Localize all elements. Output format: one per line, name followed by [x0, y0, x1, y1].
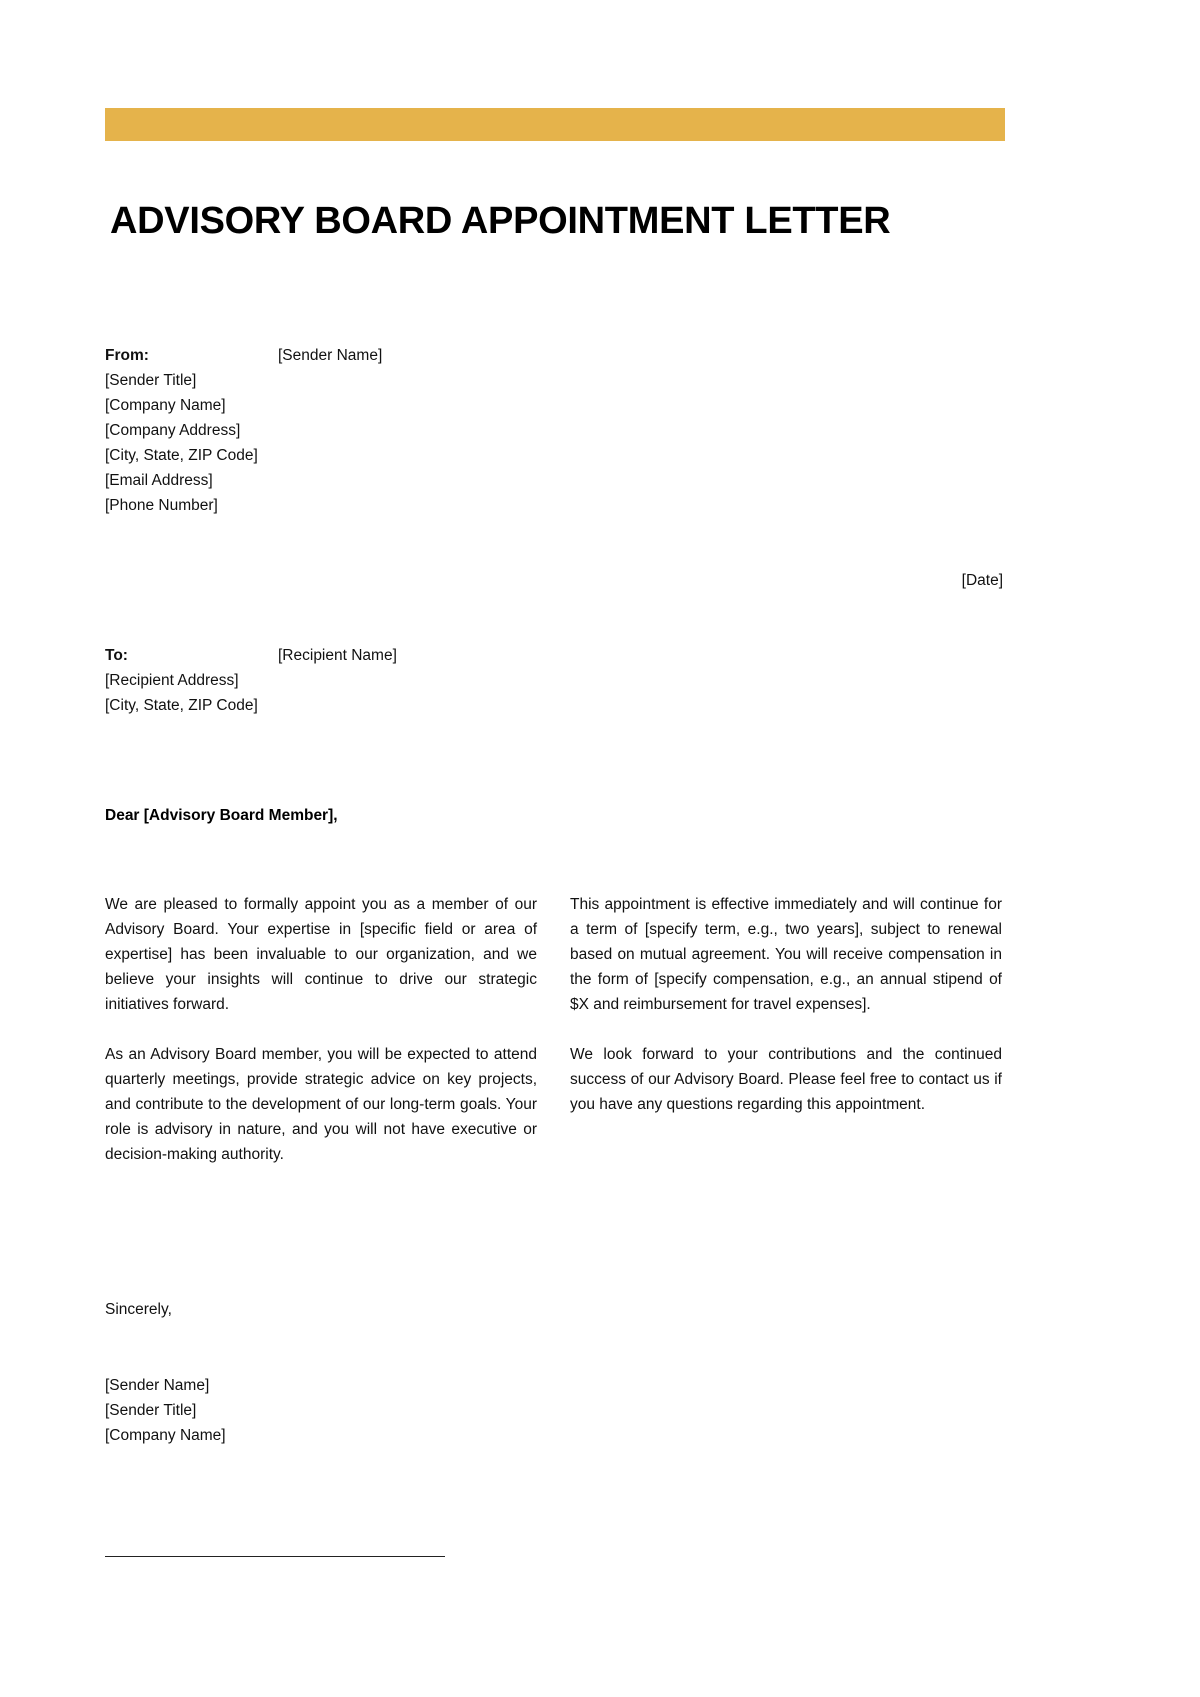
signature-rule: [105, 1556, 445, 1557]
from-label: From:: [105, 347, 149, 364]
letter-body: [105, 892, 1003, 1167]
body-paragraph: We look forward to your contributions and the continued success of our Advisory Board. Please feel free to contact us if you have any questions regarding this appointment.: [570, 1046, 1002, 1113]
body-column-left: [105, 892, 537, 1167]
to-line: [105, 643, 625, 668]
from-line: [105, 343, 625, 368]
signature-company-name: [Company Name]: [105, 1427, 226, 1444]
sender-address-block: [105, 343, 625, 518]
valediction: Sincerely,: [105, 1301, 172, 1318]
body-column-right: [570, 892, 1002, 1167]
sender-company-address: [Company Address]: [105, 422, 241, 439]
recipient-name: [Recipient Name]: [278, 647, 397, 664]
body-paragraph: This appointment is effective immediately and will continue for a term of [specify term, e.g., two years], subject to renewal based on mutual agreement. You will receive compensation in the form of [specify compensation, e.g., an annual stipend of $X and reimbursement for travel expenses].: [570, 896, 1002, 1013]
recipient-address-block: [105, 643, 625, 718]
sender-city-state-zip: [City, State, ZIP Code]: [105, 447, 258, 464]
body-paragraph: As an Advisory Board member, you will be expected to attend quarterly meetings, provide strategic advice on key projects, and contribute to the development of our long-term goals. Your role is advisory in nature, and you will not have executive or decision-making authority.: [105, 1046, 537, 1163]
header-accent-bar: [105, 108, 1005, 141]
to-label: To:: [105, 647, 128, 664]
sender-company-name: [Company Name]: [105, 397, 226, 414]
body-paragraph: We are pleased to formally appoint you as a member of our Advisory Board. Your expertise in [specific field or area of expertise] has been invaluable to our organization, and we believe your insights will continue to drive our strategic initiatives forward.: [105, 896, 537, 1013]
sender-name: [Sender Name]: [278, 347, 383, 364]
recipient-city-state-zip: [City, State, ZIP Code]: [105, 697, 258, 714]
sender-email-address: [Email Address]: [105, 472, 213, 489]
signature-block: [105, 1373, 226, 1448]
date-line: [Date]: [961, 572, 1003, 589]
signature-sender-name: [Sender Name]: [105, 1377, 210, 1394]
salutation: Dear [Advisory Board Member],: [105, 807, 338, 824]
sender-phone-number: [Phone Number]: [105, 497, 218, 514]
sender-title: [Sender Title]: [105, 372, 197, 389]
recipient-address: [Recipient Address]: [105, 672, 239, 689]
page-title: ADVISORY BOARD APPOINTMENT LETTER: [110, 200, 891, 242]
signature-sender-title: [Sender Title]: [105, 1402, 197, 1419]
